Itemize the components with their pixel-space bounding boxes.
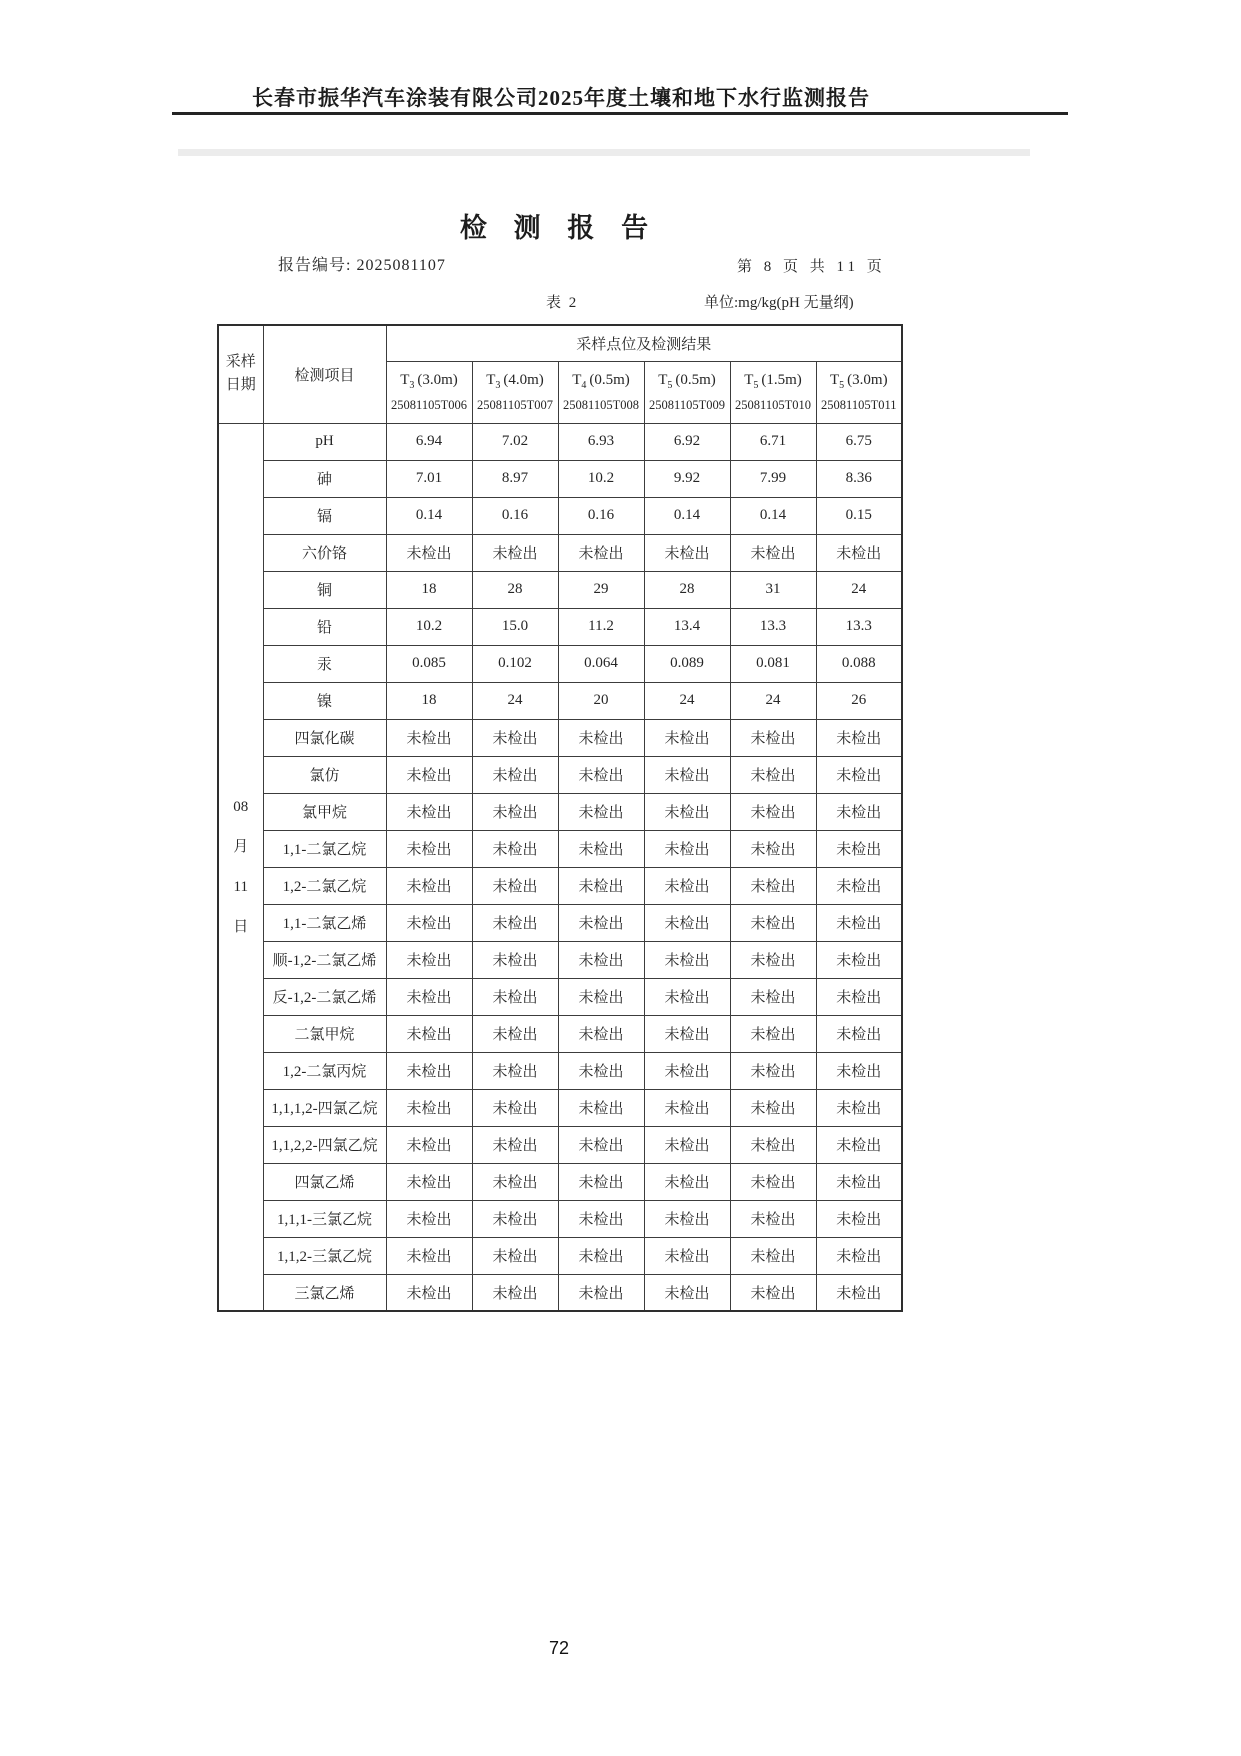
result-value: 10.2 bbox=[558, 460, 644, 497]
result-value: 0.102 bbox=[472, 645, 558, 682]
result-value: 未检出 bbox=[472, 1274, 558, 1311]
table-row bbox=[218, 904, 902, 941]
sample-code: 25081105T010 bbox=[735, 398, 811, 412]
param-name: 砷 bbox=[263, 460, 386, 497]
result-value: 未检出 bbox=[386, 1163, 472, 1200]
result-value: 未检出 bbox=[472, 1237, 558, 1274]
result-value: 未检出 bbox=[386, 904, 472, 941]
result-value: 0.14 bbox=[386, 497, 472, 534]
unit-label: 单位:mg/kg(pH 无量纲) bbox=[704, 295, 854, 311]
param-name: 1,1,1-三氯乙烷 bbox=[263, 1200, 386, 1237]
table-row bbox=[218, 867, 902, 904]
result-value: 未检出 bbox=[816, 793, 902, 830]
param-name: 四氯化碳 bbox=[263, 719, 386, 756]
result-value: 0.088 bbox=[816, 645, 902, 682]
table-row bbox=[218, 830, 902, 867]
param-name: 铜 bbox=[263, 571, 386, 608]
result-value: 未检出 bbox=[730, 719, 816, 756]
result-value: 0.064 bbox=[558, 645, 644, 682]
sample-point-header bbox=[558, 361, 644, 423]
result-value: 6.71 bbox=[730, 423, 816, 460]
sample-code: 25081105T008 bbox=[563, 398, 639, 412]
sampling-date-line: 11 bbox=[233, 878, 248, 895]
table-row bbox=[218, 1274, 902, 1311]
result-value: 0.14 bbox=[644, 497, 730, 534]
result-value: 未检出 bbox=[558, 1274, 644, 1311]
result-value: 13.3 bbox=[730, 608, 816, 645]
result-value: 未检出 bbox=[730, 1126, 816, 1163]
result-value: 未检出 bbox=[386, 534, 472, 571]
result-value: 未检出 bbox=[730, 978, 816, 1015]
table-row bbox=[218, 423, 902, 460]
param-name: 1,1,1,2-四氯乙烷 bbox=[263, 1089, 386, 1126]
param-name: 氯甲烷 bbox=[263, 793, 386, 830]
result-value: 0.14 bbox=[730, 497, 816, 534]
result-value: 未检出 bbox=[386, 719, 472, 756]
table-row bbox=[218, 571, 902, 608]
result-value: 未检出 bbox=[644, 941, 730, 978]
result-value: 未检出 bbox=[558, 1089, 644, 1126]
table-row bbox=[218, 1200, 902, 1237]
result-value: 未检出 bbox=[730, 1237, 816, 1274]
result-value: 15.0 bbox=[472, 608, 558, 645]
result-value: 未检出 bbox=[472, 719, 558, 756]
result-value: 未检出 bbox=[816, 941, 902, 978]
result-value: 24 bbox=[472, 682, 558, 719]
param-name: 镍 bbox=[263, 682, 386, 719]
result-value: 0.16 bbox=[472, 497, 558, 534]
result-value: 未检出 bbox=[644, 1126, 730, 1163]
result-value: 未检出 bbox=[730, 793, 816, 830]
result-value: 未检出 bbox=[386, 941, 472, 978]
result-value: 0.085 bbox=[386, 645, 472, 682]
result-value: 未检出 bbox=[644, 1163, 730, 1200]
result-value: 未检出 bbox=[472, 1089, 558, 1126]
result-value: 0.081 bbox=[730, 645, 816, 682]
result-value: 11.2 bbox=[558, 608, 644, 645]
result-value: 未检出 bbox=[644, 1237, 730, 1274]
sampling-date-header-line: 日期 bbox=[225, 377, 256, 394]
param-name: 1,2-二氯丙烷 bbox=[263, 1052, 386, 1089]
param-name: 1,2-二氯乙烷 bbox=[263, 867, 386, 904]
result-value: 9.92 bbox=[644, 460, 730, 497]
param-name: 汞 bbox=[263, 645, 386, 682]
result-value: 未检出 bbox=[644, 719, 730, 756]
result-value: 未检出 bbox=[472, 756, 558, 793]
result-value: 未检出 bbox=[558, 756, 644, 793]
sample-point-header bbox=[386, 361, 472, 423]
result-value: 未检出 bbox=[558, 830, 644, 867]
result-value: 未检出 bbox=[558, 867, 644, 904]
result-value: 未检出 bbox=[730, 1163, 816, 1200]
result-value: 未检出 bbox=[472, 1163, 558, 1200]
result-value: 未检出 bbox=[472, 534, 558, 571]
result-value: 10.2 bbox=[386, 608, 472, 645]
sample-point-label: $T_3$ (3.0m) bbox=[400, 372, 458, 391]
param-name: 氯仿 bbox=[263, 756, 386, 793]
result-value: 未检出 bbox=[730, 534, 816, 571]
result-value: 7.01 bbox=[386, 460, 472, 497]
table-row bbox=[218, 1015, 902, 1052]
result-value: 未检出 bbox=[558, 534, 644, 571]
table-row bbox=[218, 756, 902, 793]
param-name: 铅 bbox=[263, 608, 386, 645]
result-value: 未检出 bbox=[386, 1200, 472, 1237]
sample-code: 25081105T007 bbox=[477, 398, 553, 412]
results-table bbox=[217, 324, 903, 1312]
result-value: 未检出 bbox=[644, 1052, 730, 1089]
result-value: 26 bbox=[816, 682, 902, 719]
result-value: 未检出 bbox=[644, 904, 730, 941]
param-name: pH bbox=[263, 423, 386, 460]
param-name: 1,1-二氯乙烯 bbox=[263, 904, 386, 941]
scan-artifact-band bbox=[178, 149, 1030, 156]
result-value: 未检出 bbox=[472, 793, 558, 830]
result-value: 未检出 bbox=[816, 1200, 902, 1237]
result-value: 未检出 bbox=[472, 941, 558, 978]
table-row bbox=[218, 1163, 902, 1200]
report-title: 检 测 报 告 bbox=[459, 213, 659, 243]
result-value: 未检出 bbox=[386, 1274, 472, 1311]
table-row bbox=[218, 1126, 902, 1163]
result-value: 7.02 bbox=[472, 423, 558, 460]
result-value: 未检出 bbox=[472, 978, 558, 1015]
result-value: 未检出 bbox=[644, 1089, 730, 1126]
result-value: 未检出 bbox=[644, 978, 730, 1015]
result-value: 0.15 bbox=[816, 497, 902, 534]
result-value: 未检出 bbox=[644, 830, 730, 867]
result-value: 未检出 bbox=[558, 1200, 644, 1237]
result-value: 未检出 bbox=[816, 1015, 902, 1052]
result-value: 未检出 bbox=[472, 1052, 558, 1089]
table-row bbox=[218, 941, 902, 978]
table-row bbox=[218, 497, 902, 534]
column-header-results-span: 采样点位及检测结果 bbox=[386, 325, 902, 361]
header-divider-line bbox=[172, 112, 1068, 115]
result-value: 24 bbox=[816, 571, 902, 608]
param-name: 顺-1,2-二氯乙烯 bbox=[263, 941, 386, 978]
result-value: 未检出 bbox=[386, 1126, 472, 1163]
result-value: 31 bbox=[730, 571, 816, 608]
result-value: 未检出 bbox=[730, 941, 816, 978]
result-value: 未检出 bbox=[730, 867, 816, 904]
result-value: 7.99 bbox=[730, 460, 816, 497]
result-value: 未检出 bbox=[558, 904, 644, 941]
result-value: 未检出 bbox=[644, 534, 730, 571]
result-value: 28 bbox=[644, 571, 730, 608]
result-value: 未检出 bbox=[472, 867, 558, 904]
result-value: 未检出 bbox=[644, 756, 730, 793]
result-value: 未检出 bbox=[816, 1237, 902, 1274]
sample-point-label: $T_3$ (4.0m) bbox=[486, 372, 544, 391]
result-value: 未检出 bbox=[386, 756, 472, 793]
sample-code: 25081105T011 bbox=[821, 398, 897, 412]
result-value: 未检出 bbox=[816, 1126, 902, 1163]
result-value: 未检出 bbox=[386, 830, 472, 867]
result-value: 6.92 bbox=[644, 423, 730, 460]
result-value: 未检出 bbox=[558, 1163, 644, 1200]
result-value: 未检出 bbox=[816, 904, 902, 941]
result-value: 未检出 bbox=[386, 1089, 472, 1126]
sampling-date-line: 08 bbox=[233, 798, 249, 815]
table-number-label: 表 2 bbox=[546, 295, 579, 311]
result-value: 未检出 bbox=[472, 1015, 558, 1052]
result-value: 未检出 bbox=[816, 978, 902, 1015]
result-value: 未检出 bbox=[730, 830, 816, 867]
result-value: 18 bbox=[386, 571, 472, 608]
param-name: 1,1,2-三氯乙烷 bbox=[263, 1237, 386, 1274]
sample-point-header bbox=[644, 361, 730, 423]
result-value: 未检出 bbox=[644, 1015, 730, 1052]
result-value: 未检出 bbox=[816, 867, 902, 904]
sampling-date-line: 月 bbox=[233, 838, 249, 855]
result-value: 未检出 bbox=[730, 904, 816, 941]
result-value: 未检出 bbox=[386, 867, 472, 904]
param-name: 二氯甲烷 bbox=[263, 1015, 386, 1052]
table-row bbox=[218, 1052, 902, 1089]
result-value: 未检出 bbox=[386, 793, 472, 830]
sample-code: 25081105T009 bbox=[649, 398, 725, 412]
result-value: 未检出 bbox=[472, 1126, 558, 1163]
result-value: 未检出 bbox=[730, 1200, 816, 1237]
result-value: 未检出 bbox=[558, 1015, 644, 1052]
result-value: 未检出 bbox=[386, 978, 472, 1015]
result-value: 20 bbox=[558, 682, 644, 719]
sample-point-header bbox=[472, 361, 558, 423]
sample-point-header bbox=[730, 361, 816, 423]
param-name: 反-1,2-二氯乙烯 bbox=[263, 978, 386, 1015]
result-value: 未检出 bbox=[816, 1274, 902, 1311]
result-value: 24 bbox=[730, 682, 816, 719]
sampling-date-header-line: 采样 bbox=[225, 354, 256, 371]
result-value: 未检出 bbox=[558, 1126, 644, 1163]
report-number-label: 报告编号: bbox=[278, 257, 352, 274]
result-value: 未检出 bbox=[730, 1015, 816, 1052]
param-name: 1,1-二氯乙烷 bbox=[263, 830, 386, 867]
result-value: 未检出 bbox=[472, 904, 558, 941]
result-value: 未检出 bbox=[558, 719, 644, 756]
result-value: 未检出 bbox=[386, 1052, 472, 1089]
result-value: 未检出 bbox=[730, 1052, 816, 1089]
result-value: 未检出 bbox=[816, 1163, 902, 1200]
result-value: 未检出 bbox=[644, 1200, 730, 1237]
result-value: 29 bbox=[558, 571, 644, 608]
result-value: 0.16 bbox=[558, 497, 644, 534]
document-header-title: 长春市振华汽车涂装有限公司2025年度土壤和地下水行监测报告 bbox=[252, 86, 870, 110]
result-value: 未检出 bbox=[558, 978, 644, 1015]
sample-point-label: $T_4$ (0.5m) bbox=[572, 372, 630, 391]
result-value: 未检出 bbox=[816, 756, 902, 793]
sampling-date-line: 日 bbox=[233, 918, 249, 935]
result-value: 未检出 bbox=[730, 756, 816, 793]
table-row bbox=[218, 719, 902, 756]
table-row bbox=[218, 1089, 902, 1126]
result-value: 未检出 bbox=[386, 1237, 472, 1274]
param-name: 四氯乙烯 bbox=[263, 1163, 386, 1200]
table-row bbox=[218, 682, 902, 719]
table-row bbox=[218, 645, 902, 682]
result-value: 6.94 bbox=[386, 423, 472, 460]
param-name: 六价铬 bbox=[263, 534, 386, 571]
result-value: 未检出 bbox=[816, 534, 902, 571]
table-row bbox=[218, 978, 902, 1015]
result-value: 未检出 bbox=[386, 1015, 472, 1052]
result-value: 6.93 bbox=[558, 423, 644, 460]
table-row bbox=[218, 793, 902, 830]
sample-point-label: $T_5$ (0.5m) bbox=[658, 372, 716, 391]
result-value: 6.75 bbox=[816, 423, 902, 460]
result-value: 未检出 bbox=[558, 941, 644, 978]
result-value: 未检出 bbox=[816, 719, 902, 756]
result-value: 未检出 bbox=[644, 1274, 730, 1311]
column-header-parameter: 检测项目 bbox=[263, 325, 386, 423]
result-value: 未检出 bbox=[558, 1237, 644, 1274]
table-header-row-1 bbox=[218, 325, 902, 361]
result-value: 未检出 bbox=[558, 1052, 644, 1089]
result-value: 8.36 bbox=[816, 460, 902, 497]
result-value: 28 bbox=[472, 571, 558, 608]
result-value: 未检出 bbox=[644, 867, 730, 904]
result-value: 24 bbox=[644, 682, 730, 719]
result-value: 18 bbox=[386, 682, 472, 719]
sample-point-label: $T_5$ (1.5m) bbox=[744, 372, 802, 391]
sample-code: 25081105T006 bbox=[391, 398, 467, 412]
page-indicator: 第 8 页 共 11 页 bbox=[737, 259, 886, 275]
report-number-value: 2025081107 bbox=[356, 257, 446, 274]
result-value: 未检出 bbox=[558, 793, 644, 830]
table-row bbox=[218, 534, 902, 571]
table-row bbox=[218, 1237, 902, 1274]
param-name: 镉 bbox=[263, 497, 386, 534]
result-value: 8.97 bbox=[472, 460, 558, 497]
table-row bbox=[218, 460, 902, 497]
table-row bbox=[218, 608, 902, 645]
sampling-date-cell bbox=[218, 423, 263, 1311]
param-name: 三氯乙烯 bbox=[263, 1274, 386, 1311]
sample-point-header bbox=[816, 361, 902, 423]
result-value: 13.4 bbox=[644, 608, 730, 645]
result-value: 未检出 bbox=[816, 1052, 902, 1089]
result-value: 未检出 bbox=[730, 1089, 816, 1126]
result-value: 未检出 bbox=[472, 1200, 558, 1237]
footer-page-number: 72 bbox=[548, 1638, 570, 1658]
result-value: 未检出 bbox=[644, 793, 730, 830]
report-number bbox=[278, 252, 446, 275]
result-value: 未检出 bbox=[816, 830, 902, 867]
column-header-sampling-date bbox=[218, 325, 263, 423]
sample-point-label: $T_5$ (3.0m) bbox=[829, 372, 888, 391]
result-value: 未检出 bbox=[816, 1089, 902, 1126]
result-value: 未检出 bbox=[472, 830, 558, 867]
result-value: 13.3 bbox=[816, 608, 902, 645]
result-value: 未检出 bbox=[730, 1274, 816, 1311]
result-value: 0.089 bbox=[644, 645, 730, 682]
param-name: 1,1,2,2-四氯乙烷 bbox=[263, 1126, 386, 1163]
